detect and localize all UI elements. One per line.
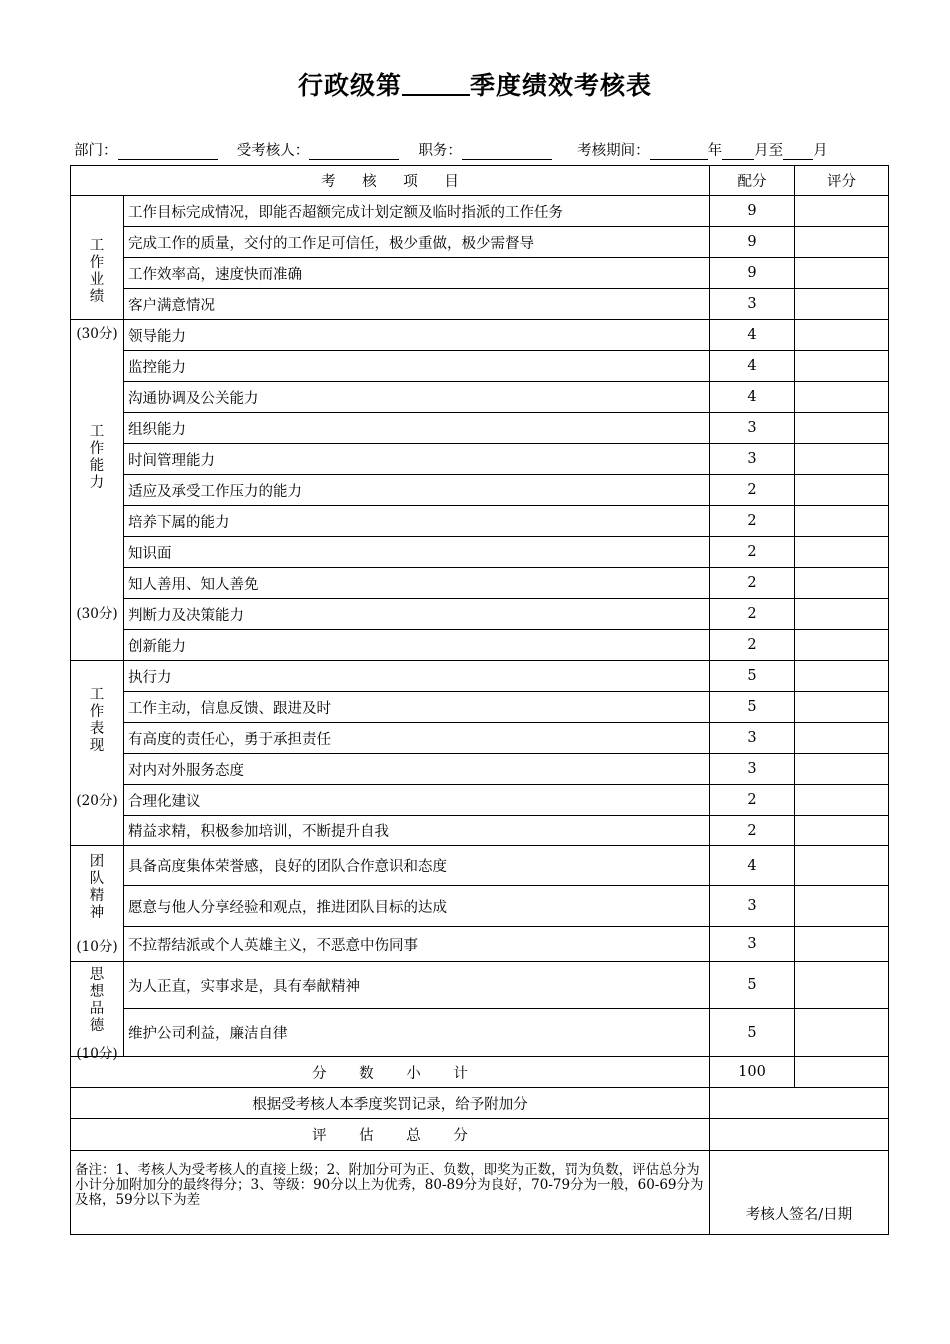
- position-label: 职务：: [418, 143, 462, 159]
- category-points: (10分): [76, 1046, 118, 1062]
- table-row: [71, 506, 889, 537]
- category-cell: [71, 846, 124, 962]
- item-text: 对内对外服务态度: [124, 754, 710, 785]
- item-text: 客户满意情况: [124, 289, 710, 320]
- header-item: 考 核 项 目: [71, 166, 710, 196]
- item-score-cell[interactable]: [795, 630, 889, 661]
- item-text: 适应及承受工作压力的能力: [124, 475, 710, 506]
- total-row: [71, 1119, 889, 1151]
- notes-text: 备注：1、考核人为受考核人的直接上级；2、附加分可为正、负数，即奖为正数，罚为负数，评估总分为小计分加附加分的最终得分；3、等级：90分以上为优秀，80-89分为良好，70-79分为一般，60-69分为及格，59分以下为差: [71, 1151, 710, 1235]
- item-text: 知识面: [124, 537, 710, 568]
- item-score-cell[interactable]: [795, 846, 889, 886]
- category-name: [71, 687, 123, 755]
- item-score-cell[interactable]: [795, 320, 889, 351]
- table-row: [71, 537, 889, 568]
- evaluation-table: [70, 165, 889, 1235]
- category-cell: [71, 196, 124, 342]
- item-score-cell[interactable]: [795, 599, 889, 630]
- table-row: [71, 1009, 889, 1057]
- table-row: [71, 258, 889, 289]
- item-text: 精益求精，积极参加培训，不断提升自我: [124, 816, 710, 846]
- category-name: [71, 238, 123, 306]
- notes-row: [71, 1151, 889, 1235]
- header-info-line: [74, 139, 828, 160]
- item-text: 维护公司利益，廉洁自律: [124, 1009, 710, 1057]
- item-points: 4: [710, 382, 795, 413]
- item-points: 4: [710, 846, 795, 886]
- examinee-label: 受考核人：: [236, 143, 310, 159]
- item-points: 9: [710, 196, 795, 227]
- category-name-char: 品: [89, 1001, 105, 1017]
- bonus-label: 根据受考核人本季度奖罚记录，给予附加分: [71, 1088, 710, 1119]
- item-points: 2: [710, 630, 795, 661]
- item-score-cell[interactable]: [795, 196, 889, 227]
- category-points: (30分): [76, 326, 118, 342]
- item-score-cell[interactable]: [795, 568, 889, 599]
- item-text: 完成工作的质量，交付的工作足可信任，极少重做，极少需督导: [124, 227, 710, 258]
- title-suffix: 季度绩效考核表: [470, 71, 653, 100]
- item-points: 5: [710, 692, 795, 723]
- department-label: 部门：: [74, 143, 118, 159]
- department-field[interactable]: [118, 143, 218, 160]
- table-row: [71, 927, 889, 962]
- category-name-char: 工: [89, 687, 105, 703]
- item-score-cell[interactable]: [795, 1009, 889, 1057]
- category-name-char: 思: [89, 967, 105, 983]
- item-text: 具备高度集体荣誉感，良好的团队合作意识和态度: [124, 846, 710, 886]
- category-points: (30分): [76, 606, 118, 622]
- category-points: (20分): [76, 793, 118, 809]
- subtotal-score-cell[interactable]: [795, 1057, 889, 1088]
- table-header-row: [71, 166, 889, 196]
- table-row: [71, 886, 889, 927]
- category-name: [71, 967, 123, 1035]
- category-name-char: 业: [89, 272, 105, 288]
- item-text: 有高度的责任心，勇于承担责任: [124, 723, 710, 754]
- period-label: 考核期间：: [577, 143, 650, 159]
- item-text: 监控能力: [124, 351, 710, 382]
- category-cell: [71, 962, 124, 1062]
- month-label: 月: [813, 143, 828, 159]
- item-text: 组织能力: [124, 413, 710, 444]
- item-text: 执行力: [124, 661, 710, 692]
- category-name-char: 表: [89, 721, 105, 737]
- evaluation-table-body: [71, 166, 889, 1235]
- item-text: 判断力及决策能力: [124, 599, 710, 630]
- item-score-cell[interactable]: [795, 475, 889, 506]
- category-name: [71, 424, 123, 492]
- table-row: [71, 351, 889, 382]
- item-points: 2: [710, 785, 795, 816]
- item-points: 2: [710, 599, 795, 630]
- signature-label[interactable]: 考核人签名/日期: [710, 1151, 889, 1235]
- subtotal-label: 分 数 小 计: [71, 1057, 710, 1088]
- item-score-cell[interactable]: [795, 785, 889, 816]
- category-name-char: 作: [89, 255, 105, 271]
- bonus-score-cell[interactable]: [710, 1088, 889, 1119]
- table-row: [71, 785, 889, 816]
- subtotal-row: [71, 1057, 889, 1088]
- subtotal-points: 100: [710, 1057, 795, 1088]
- item-score-cell[interactable]: [795, 754, 889, 785]
- item-score-cell[interactable]: [795, 816, 889, 846]
- item-score-cell[interactable]: [795, 886, 889, 927]
- category-name-char: 德: [89, 1018, 105, 1034]
- item-text: 愿意与他人分享经验和观点，推进团队目标的达成: [124, 886, 710, 927]
- item-points: 2: [710, 506, 795, 537]
- month-to-label: 月至: [754, 143, 784, 159]
- item-score-cell[interactable]: [795, 351, 889, 382]
- item-points: 4: [710, 351, 795, 382]
- item-points: 9: [710, 258, 795, 289]
- category-points: (10分): [76, 939, 118, 955]
- item-text: 工作目标完成情况，即能否超额完成计划定额及临时指派的工作任务: [124, 196, 710, 227]
- header-score: 评分: [795, 166, 889, 196]
- category-name: [71, 854, 123, 922]
- category-name-char: 工: [89, 238, 105, 254]
- item-points: 2: [710, 537, 795, 568]
- item-score-cell[interactable]: [795, 258, 889, 289]
- period-start-month-field[interactable]: [722, 143, 754, 160]
- item-points: 3: [710, 413, 795, 444]
- item-points: 3: [710, 754, 795, 785]
- year-label: 年: [707, 143, 723, 159]
- item-points: 3: [710, 886, 795, 927]
- item-score-cell[interactable]: [795, 537, 889, 568]
- item-points: 5: [710, 661, 795, 692]
- item-score-cell[interactable]: [795, 661, 889, 692]
- table-row: [71, 320, 889, 351]
- item-score-cell[interactable]: [795, 289, 889, 320]
- bonus-row: [71, 1088, 889, 1119]
- period-year-field[interactable]: [650, 143, 708, 160]
- item-points: 3: [710, 444, 795, 475]
- item-points: 4: [710, 320, 795, 351]
- total-score-cell[interactable]: [710, 1119, 889, 1151]
- category-name-char: 精: [89, 888, 105, 904]
- item-text: 时间管理能力: [124, 444, 710, 475]
- item-points: 5: [710, 962, 795, 1009]
- table-row: [71, 962, 889, 1009]
- item-text: 领导能力: [124, 320, 710, 351]
- category-name-char: 神: [89, 905, 105, 921]
- item-score-cell[interactable]: [795, 506, 889, 537]
- item-score-cell[interactable]: [795, 927, 889, 962]
- header-points: 配分: [710, 166, 795, 196]
- category-cell: [71, 320, 124, 661]
- item-score-cell[interactable]: [795, 962, 889, 1009]
- category-name-char: 工: [89, 424, 105, 440]
- item-points: 5: [710, 1009, 795, 1057]
- category-name-char: 现: [89, 738, 105, 754]
- table-row: [71, 444, 889, 475]
- item-text: 工作主动，信息反馈、跟进及时: [124, 692, 710, 723]
- item-points: 2: [710, 475, 795, 506]
- table-row: [71, 196, 889, 227]
- table-row: [71, 816, 889, 846]
- item-text: 为人正直，实事求是，具有奉献精神: [124, 962, 710, 1009]
- item-text: 创新能力: [124, 630, 710, 661]
- table-row: [71, 630, 889, 661]
- item-text: 沟通协调及公关能力: [124, 382, 710, 413]
- item-score-cell[interactable]: [795, 413, 889, 444]
- category-name-char: 绩: [89, 289, 105, 305]
- examinee-field[interactable]: [309, 143, 399, 160]
- table-row: [71, 754, 889, 785]
- item-points: 2: [710, 568, 795, 599]
- category-name-char: 能: [89, 458, 105, 474]
- table-row: [71, 227, 889, 258]
- item-text: 合理化建议: [124, 785, 710, 816]
- item-text: 培养下属的能力: [124, 506, 710, 537]
- item-score-cell[interactable]: [795, 382, 889, 413]
- title-prefix: 行政级第: [297, 71, 402, 100]
- item-score-cell[interactable]: [795, 692, 889, 723]
- item-points: 3: [710, 723, 795, 754]
- category-name-char: 想: [89, 984, 105, 1000]
- table-row: [71, 723, 889, 754]
- quarter-blank[interactable]: [402, 72, 470, 96]
- category-name-char: 团: [89, 854, 105, 870]
- item-score-cell[interactable]: [795, 444, 889, 475]
- item-score-cell[interactable]: [795, 227, 889, 258]
- table-row: [71, 599, 889, 630]
- item-text: 知人善用、知人善免: [124, 568, 710, 599]
- table-row: [71, 661, 889, 692]
- category-name-char: 作: [89, 704, 105, 720]
- category-name-char: 作: [89, 441, 105, 457]
- period-end-month-field[interactable]: [783, 143, 813, 160]
- category-cell: [71, 661, 124, 846]
- item-text: 工作效率高，速度快而准确: [124, 258, 710, 289]
- table-row: [71, 289, 889, 320]
- item-text: 不拉帮结派或个人英雄主义，不恶意中伤同事: [124, 927, 710, 962]
- table-row: [71, 382, 889, 413]
- item-score-cell[interactable]: [795, 723, 889, 754]
- item-points: 3: [710, 289, 795, 320]
- position-field[interactable]: [462, 143, 552, 160]
- item-points: 3: [710, 927, 795, 962]
- table-row: [71, 475, 889, 506]
- table-row: [71, 692, 889, 723]
- item-points: 2: [710, 816, 795, 846]
- category-name-char: 队: [89, 871, 105, 887]
- table-row: [71, 568, 889, 599]
- table-row: [71, 413, 889, 444]
- category-name-char: 力: [89, 475, 105, 491]
- total-label: 评 估 总 分: [71, 1119, 710, 1151]
- item-points: 9: [710, 227, 795, 258]
- page-title: [0, 66, 950, 102]
- table-row: [71, 846, 889, 886]
